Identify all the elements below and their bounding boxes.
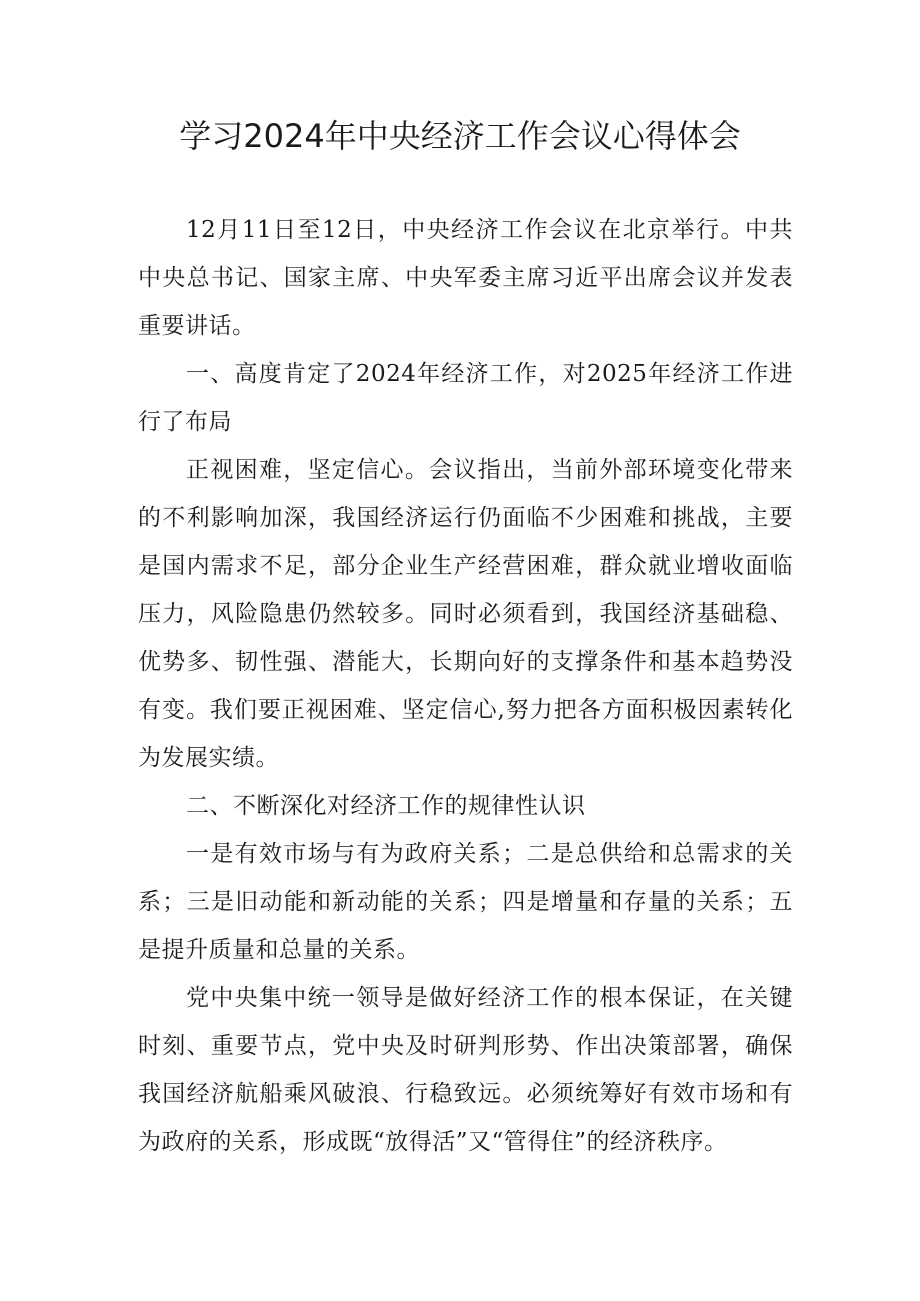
document-body [138, 206, 793, 1166]
paragraph-leadership: 党中央集中统一领导是做好经济工作的根本保证，在关键时刻、重要节点，党中央及时研判形势、作出决策部署，确保我国经济航船乘风破浪、行稳致远。必须统筹好有效市场和有为政府的关系，形成既“放得活”又“管得住”的经济秩序。 [138, 985, 793, 1155]
document-title: 学习2024年中央经济工作会议心得体会 [179, 117, 741, 155]
paragraph-heading-one: 一、高度肯定了2024年经济工作，对2025年经济工作进行了布局 [138, 361, 793, 435]
paragraph-relations: 一是有效市场与有为政府关系；二是总供给和总需求的关系；三是旧动能和新动能的关系；四是增量和存量的关系；五是提升质量和总量的关系。 [138, 841, 793, 963]
paragraph-confidence: 正视困难，坚定信心。会议指出，当前外部环境变化带来的不利影响加深，我国经济运行仍面临不少困难和挑战，主要是国内需求不足，部分企业生产经营困难，群众就业增收面临压力，风险隐患仍然较多。同时必须看到，我国经济基础稳、优势多、韧性强、潜能大，长期向好的支撑条件和基本趋势没有变。我们要正视困难、坚定信心,努力把各方面积极因素转化为发展实绩。 [138, 457, 793, 771]
paragraph-meeting-intro: 12月11日至12日，中央经济工作会议在北京举行。中共中央总书记、国家主席、中央军委主席习近平出席会议并发表重要讲话。 [138, 217, 793, 339]
paragraph-heading-two: 二、不断深化对经济工作的规律性认识 [186, 793, 586, 819]
